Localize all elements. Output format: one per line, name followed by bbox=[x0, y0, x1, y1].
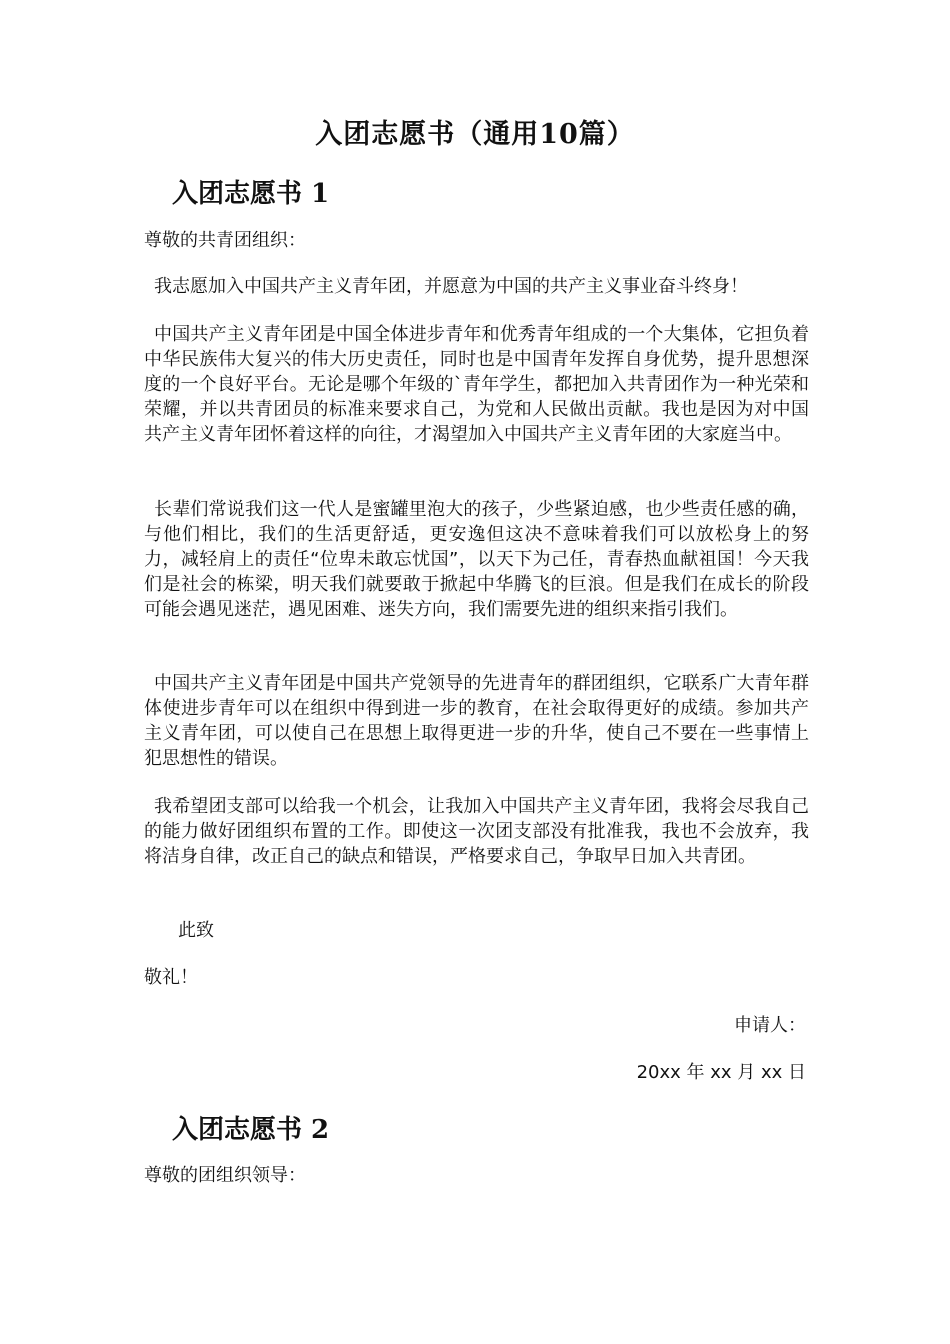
letter-1-paragraph-3: 长辈们常说我们这一代人是蜜罐里泡大的孩子，少些紧迫感，也少些责任感的确，与他们相比，我们的生活更舒适，更安逸但这决不意味着我们可以放松身上的努力，减轻肩上的责任“位卑未敢忘忧国”，以天下为己任，青春热血献祖国！今天我们是社会的栋梁，明天我们就要敢于掀起中华腾飞的巨浪。但是我们在成长的阶段可能会遇见迷茫，遇见困难、迷失方向，我们需要先进的组织来指引我们。 bbox=[144, 499, 809, 620]
closing-cizhi: 此致 bbox=[178, 920, 214, 941]
closing-jingli: 敬礼！ bbox=[144, 967, 198, 988]
letter-1-paragraph-2: 中国共产主义青年团是中国全体进步青年和优秀青年组成的一个大集体，它担负着中华民族伟大复兴的伟大历史责任，同时也是中国青年发挥自身优势，提升思想深度的一个良好平台。无论是哪个年级的`青年学生，都把加入共青团作为一种光荣和荣耀，并以共青团员的标准来要求自己，为党和人民做出贡献。我也是因为对中国共产主义青年团怀着这样的向往，才渴望加入中国共产主义青年团的大家庭当中。 bbox=[144, 324, 809, 445]
signature-label: 申请人： bbox=[734, 1015, 806, 1036]
letter-1-paragraph-5: 我希望团支部可以给我一个机会，让我加入中国共产主义青年团，我将会尽我自己的能力做好团组织布置的工作。即使这一次团支部没有批准我，我也不会放弃，我将洁身自律，改正自己的缺点和错误，严格要求自己，争取早日加入共青团。 bbox=[144, 796, 809, 867]
document-title: 入团志愿书（通用10篇） bbox=[315, 119, 635, 150]
letter-1-paragraph-4: 中国共产主义青年团是中国共产党领导的先进青年的群团组织，它联系广大青年群体使进步青年可以在组织中得到进一步的教育，在社会取得更好的成绩。参加共产主义青年团，可以使自己在思想上取得更进一步的升华，使自己不要在一些事情上犯思想性的错误。 bbox=[144, 673, 809, 769]
letter-1-salutation: 尊敬的共青团组织： bbox=[144, 230, 306, 251]
letter-2-heading: 入团志愿书 2 bbox=[172, 1115, 330, 1145]
letter-1-heading: 入团志愿书 1 bbox=[172, 179, 330, 209]
letter-2-salutation: 尊敬的团组织领导： bbox=[144, 1165, 306, 1186]
letter-1-paragraph-1: 我志愿加入中国共产主义青年团，并愿意为中国的共产主义事业奋斗终身！ bbox=[154, 276, 748, 297]
signature-date: 20xx 年 xx 月 xx 日 bbox=[636, 1062, 806, 1083]
